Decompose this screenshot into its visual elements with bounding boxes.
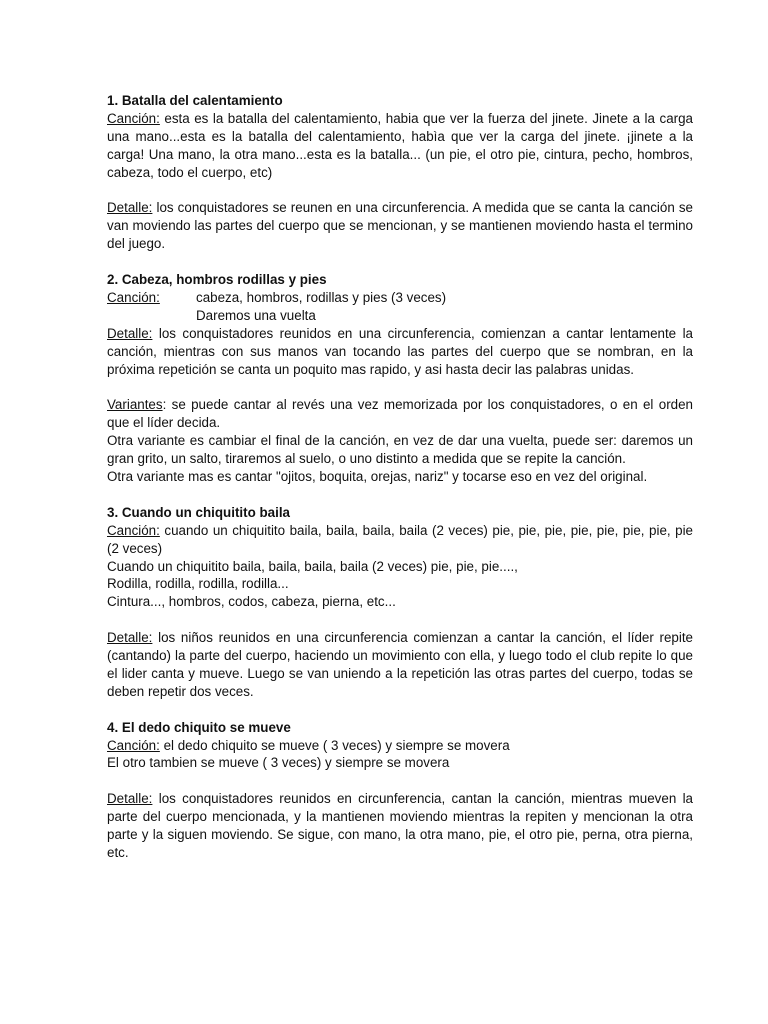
cancion-text: esta es la batalla del calentamiento, habia que ver la fuerza del jinete. Jinete a la carga una mano...esta es la batalla del calentamiento, habìa que ver la carga del jinete. ¡jinete a la carga! Una mano, la otra mano...esta es la batalla... (un pie, el otro pie, cintura, pecho, hombros, cabeza, todo el cuerpo, etc) [107, 110, 693, 180]
cancion-line: El otro tambien se mueve ( 3 veces) y siempre se movera [107, 755, 450, 771]
variantes-text: : se puede cantar al revés una vez memorizada por los conquistadores, o en el orden que el líder decida. [107, 397, 693, 431]
cancion-line: Cuando un chiquitito baila, baila, baila, baila (2 veces) pie, pie, pie...., [107, 558, 518, 574]
detalle-paragraph [107, 790, 693, 862]
cancion-line: Rodilla, rodilla, rodilla, rodilla... [107, 576, 289, 592]
detalle-label: Detalle: [107, 630, 153, 646]
section-heading: 4. El dedo chiquito se mueve [107, 719, 291, 735]
cancion-text: cuando un chiquitito baila, baila, baila, baila (2 veces) pie, pie, pie, pie, pie, pie, pie, pie (2 veces) [107, 522, 693, 556]
cancion-label: Canción: [107, 110, 160, 126]
cancion-label: Canción: [107, 289, 160, 305]
detalle-label: Detalle: [107, 200, 153, 216]
section-heading: 3. Cuando un chiquitito baila [107, 504, 291, 520]
detalle-paragraph [107, 325, 693, 379]
detalle-paragraph [107, 629, 693, 701]
detalle-text: los conquistadores reunidos en una circunferencia, comienzan a cantar lentamente la canción, mientras con sus manos van tocando las partes del cuerpo que se nombran, en la próxima repetición se canta un poquito mas rapido, y asi hasta decir las palabras unidas. [107, 325, 693, 377]
cancion-row [107, 289, 693, 307]
detalle-text: los conquistadores reunidos en circunferencia, cantan la canción, mientras mueven la parte del cuerpo mencionada, y la mantienen moviendo mientras la repiten y mencionan la otra parte y la siguen moviendo. Se sigue, con mano, la otra mano, pie, el otro pie, perna, otra pierna, etc. [107, 791, 693, 860]
cancion-paragraph [107, 110, 693, 182]
section-2 [107, 271, 693, 486]
cancion-text: el dedo chiquito se mueve ( 3 veces) y siempre se movera [159, 737, 510, 753]
section-heading: 1. Batalla del calentamiento [107, 93, 283, 108]
detalle-label: Detalle: [107, 791, 153, 807]
cancion-line: Daremos una vuelta [196, 307, 316, 323]
section-4 [107, 719, 693, 862]
variantes-label: Variantes [107, 397, 163, 413]
document-page [107, 92, 693, 862]
cancion-paragraph [107, 522, 693, 558]
detalle-label: Detalle: [107, 325, 153, 341]
cancion-line: Cintura..., hombros, codos, cabeza, pierna, etc... [107, 594, 396, 610]
variantes-paragraph [107, 396, 693, 432]
cancion-label: Canción: [107, 522, 160, 538]
cancion-paragraph [107, 737, 693, 755]
cancion-line: cabeza, hombros, rodillas y pies (3 veces) [196, 289, 447, 305]
section-3 [107, 504, 693, 701]
variante-paragraph: Otra variante mas es cantar "ojitos, boquita, orejas, nariz" y tocarse eso en vez del original. [107, 468, 648, 484]
section-1 [107, 92, 693, 253]
detalle-text: los conquistadores se reunen en una circunferencia. A medida que se canta la canción se van moviendo las partes del cuerpo que se mencionan, y se mantienen moviendo hasta el termino del juego. [107, 200, 693, 252]
variante-paragraph: Otra variante es cambiar el final de la canción, en vez de dar una vuelta, puede ser: daremos un gran grito, un salto, tiraremos al suelo, o uno distinto a medida que se repite la canción. [107, 433, 693, 467]
cancion-label: Canción: [107, 737, 160, 753]
detalle-text: los niños reunidos en una circunferencia comienzan a cantar la canción, el líder repite (cantando) la parte del cuerpo, haciendo un movimiento con ella, y luego todo el club repite lo que el lider canta y mueve. Luego se van uniendo a la repetición las otras partes del cuerpo, todas se deben repetir dos veces. [107, 630, 693, 699]
section-heading: 2. Cabeza, hombros rodillas y pies [107, 272, 327, 288]
detalle-paragraph [107, 199, 693, 253]
